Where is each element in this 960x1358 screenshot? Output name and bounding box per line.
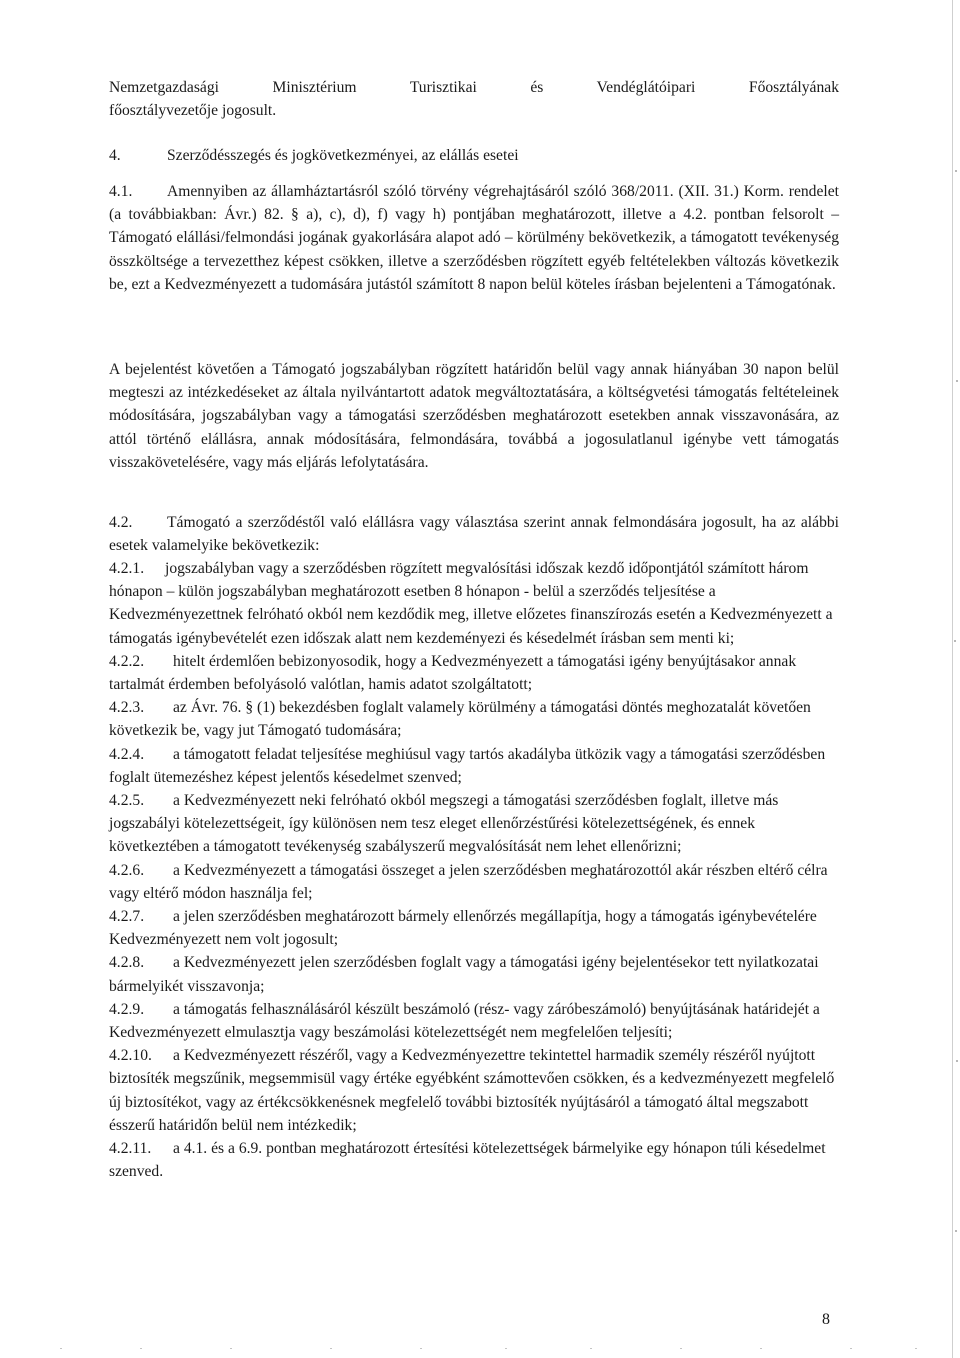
item-text: az Ávr. 76. § (1) bekezdésben foglalt valamely körülmény a támogatási döntés meghozatalát követően következik be, vagy jut Támogató tudomására; [109,699,811,740]
item-number: 4.2.11. [109,1140,152,1158]
scan-edge-line [952,0,953,1358]
item-number: 4.2.9. [109,1000,145,1018]
list-item [109,905,839,951]
scan-speck [956,380,958,382]
scan-noise [0,1346,960,1352]
scan-speck [954,640,956,642]
paragraph-text: Amennyiben az államháztartásról szóló törvény végrehajtásáról szóló 368/2011. (XII. 31.) Korm. rendelet (a továbbiakban: Ávr.) 82. § a), c), d), f) vagy h) pontjában meghatározott, illetve a 4.2. pontban felsorolt – Támogató elállási/felmondási jogának gyakorlására alapot adó – körülmény bekövetkezik, a támogatott tevékenység összköltsége a tervezetthez képest csökken, illetve a szerződésben rögzített egyéb feltételekben változás következik be, ezt a Kedvezményezett a tudomására jutástól számított 8 napon belül köteles írásban bejelenteni a Támogatónak. [109,183,839,293]
paragraph-4-2 [109,511,839,557]
section-title: Szerződésszegés és jogkövetkezményei, az elállás esetei [167,147,519,164]
item-number: 4.2.5. [109,792,145,810]
list-item [109,696,839,742]
item-text: jogszabályban vagy a szerződésben rögzített megvalósítási időszak kezdő időpontjától számított három hónapon – külön jogszabályban meghatározott esetben 8 hónapon - belül a szerződés teljesítése a Kedvezményezettnek felróható okból nem kezdődik meg, illetve előzetes finanszírozás esetén a Kedvezményezett a támogatás igénybevételét ezen időszak alatt nem kezdeményezi és késedelmét írásban sem menti ki; [109,560,833,647]
item-text: a támogatott feladat teljesítése meghiúsul vagy tartós akadályba ütközik vagy a támogatási szerződésben foglalt ütemezéshez képest jelentős késedelmet szenved; [109,745,826,786]
section-heading [109,144,839,167]
paragraph-4-1 [109,180,839,296]
item-number: 4.2.10. [109,1047,152,1065]
item-text: a Kedvezményezett neki felróható okból megszegi a támogatási szerződésben foglalt, illetve más jogszabályi kötelezettségeit, így különösen nem tesz eleget ellenőrzéstűrési kötelezettségének, és ennek következtében a támogatott tevékenység szabályszerű megvalósítását nem lehet ellenőrizni; [109,792,779,856]
item-number: 4.2.7. [109,908,145,926]
paragraph-bejelentes: A bejelentést követően a Támogató jogszabályban rögzített határidőn belül vagy annak hiányában 30 napon belül megteszi az intézkedéseket az általa nyilvántartott adatok megváltoztatására, a költségvetési támogatás feltételeinek módosítására, jogszabályban vagy a támogatási szerződésben meghatározott esetekben annak visszavonására, az attól történő elállásra, annak módosítására, felmondására, továbbá a jogosulatlanul igénybe vett támogatás visszakövetelésére, vagy más eljárás lefolytatására. [109,361,839,471]
list-item [109,951,839,997]
list-item [109,743,839,789]
item-number: 4.2.4. [109,745,145,763]
scan-speck [955,1230,957,1232]
paragraph-number: 4.2. [109,514,133,531]
item-text: a Kedvezményezett a támogatási összeget a jelen szerződésben meghatározottól akár részben eltérő célra vagy eltérő módon használja fel; [109,861,828,902]
list-item [109,650,839,696]
paragraph-text: Támogató a szerződéstől való elállásra vagy választása szerint annak felmondására jogosult, ha az alábbi esetek valamelyike bekövetkezik: [109,514,839,555]
section-number: 4. [109,147,121,164]
item-text: a jelen szerződésben meghatározott bármely ellenőrzés megállapítja, hogy a támogatás igénybevételére Kedvezményezett nem volt jogosult; [109,908,817,949]
item-number: 4.2.2. [109,652,145,670]
header-line-2: főosztályvezetője jogosult. [109,102,277,119]
item-text: a támogatás felhasználásáról készült beszámoló (rész- vagy záróbeszámoló) benyújtásának határidejét a Kedvezményezett elmulasztja vagy beszámolási kötelezettségét nem megfelelően teljesíti; [109,1000,820,1042]
item-text: a 4.1. és a 6.9. pontban meghatározott értesítési kötelezettségek bármelyike egy hónapon túli késedelmet szenved. [109,1140,826,1181]
page-number: 8 [822,1311,830,1328]
item-number: 4.2.8. [109,954,145,972]
item-text: a Kedvezményezett részéről, vagy a Kedvezményezettre tekintettel harmadik személy részéről nyújtott biztosíték megszűnik, megsemmisül vagy értéke egyébként számottevően csökken, és a kedvezményezett megfelelő új biztosítékot, vagy az értékcsökkenésnek megfelelő további biztosíték nyújtásáról a támogató által megszabott ésszerű határidőn belül nem intézkedik; [109,1047,835,1134]
list-item [109,859,839,905]
scan-speck [955,170,957,172]
item-list [109,557,839,1183]
item-number: 4.2.6. [109,861,145,879]
scan-speck [956,1060,958,1062]
list-item [109,1137,839,1183]
item-text: hitelt érdemlően bebizonyosodik, hogy a Kedvezményezett a támogatási igény benyújtásakor annak tartalmát érdemben befolyásoló valótlan, hamis adatot szolgáltatott; [109,652,797,694]
header-line-1: Nemzetgazdasági Minisztérium Turisztikai és Vendéglátóipari Főosztályának [109,79,839,96]
list-item [109,998,839,1044]
item-text: a Kedvezményezett jelen szerződésben foglalt vagy a támogatási igény bejelentésekor tett nyilatkozatai bármelyikét visszavonja; [109,954,819,995]
list-item [109,789,839,859]
paragraph-number: 4.1. [109,183,133,200]
item-number: 4.2.3. [109,699,145,717]
list-item [109,1044,839,1137]
item-number: 4.2.1. [109,560,145,577]
list-item [109,557,839,650]
